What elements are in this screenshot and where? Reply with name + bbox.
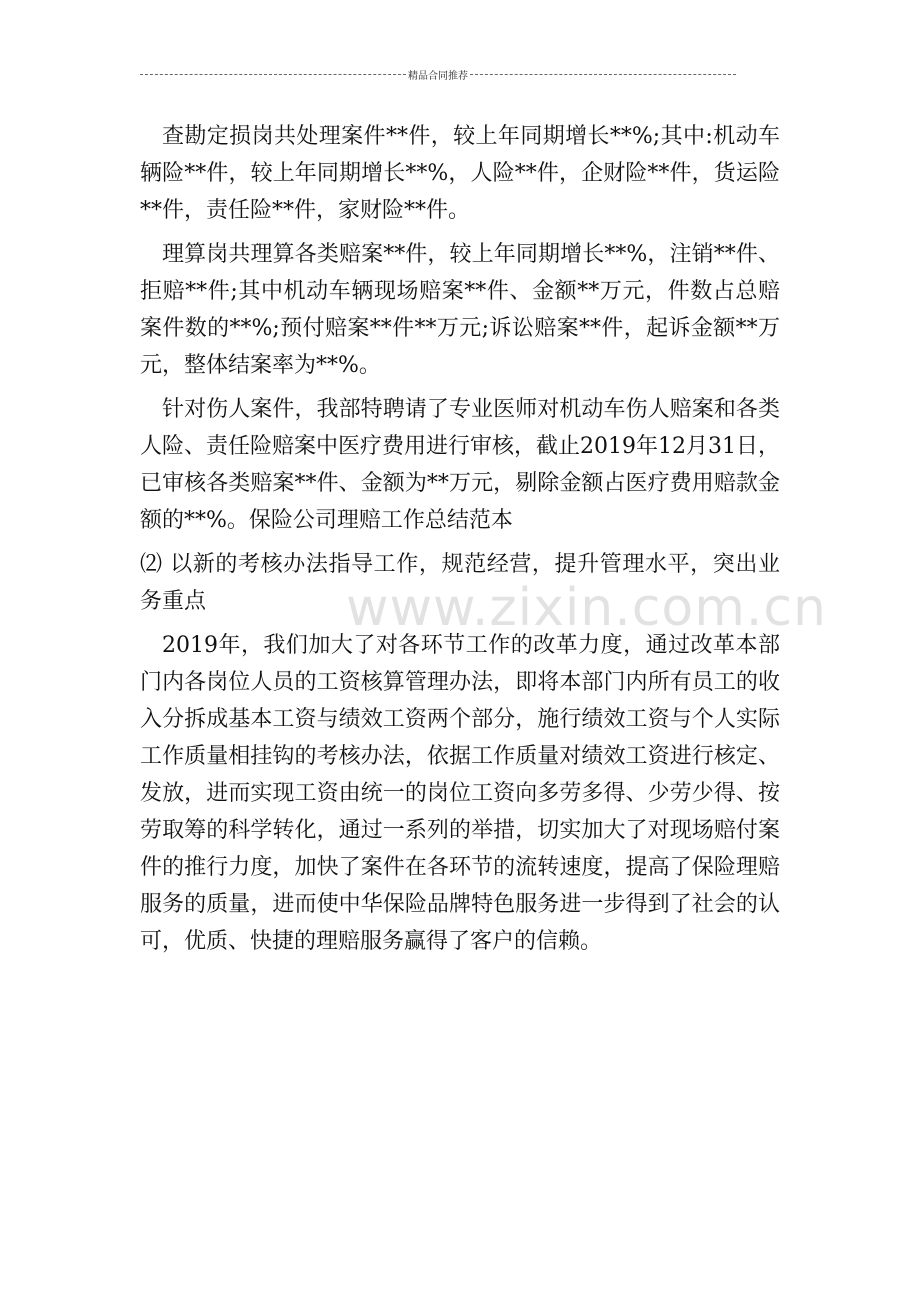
paragraph-injury-cases: 针对伤人案件，我部特聘请了专业医师对机动车伤人赔案和各类人险、责任险赔案中医疗费用进行审核，截止2019年12月31日，已审核各类赔案**件、金额为**万元，剔除金额占医疗费用赔款金额的**%。保险公司理赔工作总结范本 (140, 397, 780, 533)
section-heading: ⑵ 以新的考核办法指导工作，规范经营，提升管理水平，突出业务重点 (140, 552, 780, 614)
paragraph-survey-assessment: 查勘定损岗共处理案件**件，较上年同期增长**%;其中:机动车辆险**件，较上年同期增长**%，人险**件，企财险**件，货运险**件，责任险**件，家财险**件。 (140, 124, 780, 223)
watermark: www.zixin.com.cn (346, 578, 827, 638)
header-dashes-left (140, 74, 406, 75)
header-dashes-right (470, 74, 736, 75)
header-title: 精品合同推荐 (408, 70, 468, 82)
paragraph-claims-adjustment: 理算岗共理算各类赔案**件，较上年同期增长**%，注销**件、拒赔**件;其中机动车辆现场赔案**件、金额**万元，件数占总赔案件数的**%;预付赔案**件**万元;诉讼赔案**件，起诉金额**万元，整体结案率为**%。 (140, 242, 780, 378)
document-body (140, 118, 780, 967)
paragraph-reform: 2019年，我们加大了对各环节工作的改革力度，通过改革本部门内各岗位人员的工资核算管理办法，即将本部门内所有员工的收入分拆成基本工资与绩效工资两个部分，施行绩效工资与个人实际工作质量相挂钩的考核办法，依据工作质量对绩效工资进行核定、发放，进而实现工资由统一的岗位工资向多劳多得、少劳少得、按劳取筹的科学转化，通过一系列的举措，切实加大了对现场赔付案件的推行力度，加快了案件在各环节的流转速度，提高了保险理赔服务的质量，进而使中华保险品牌特色服务进一步得到了社会的认可，优质、快捷的理赔服务赢得了客户的信赖。 (140, 633, 780, 954)
page-header (140, 64, 736, 84)
